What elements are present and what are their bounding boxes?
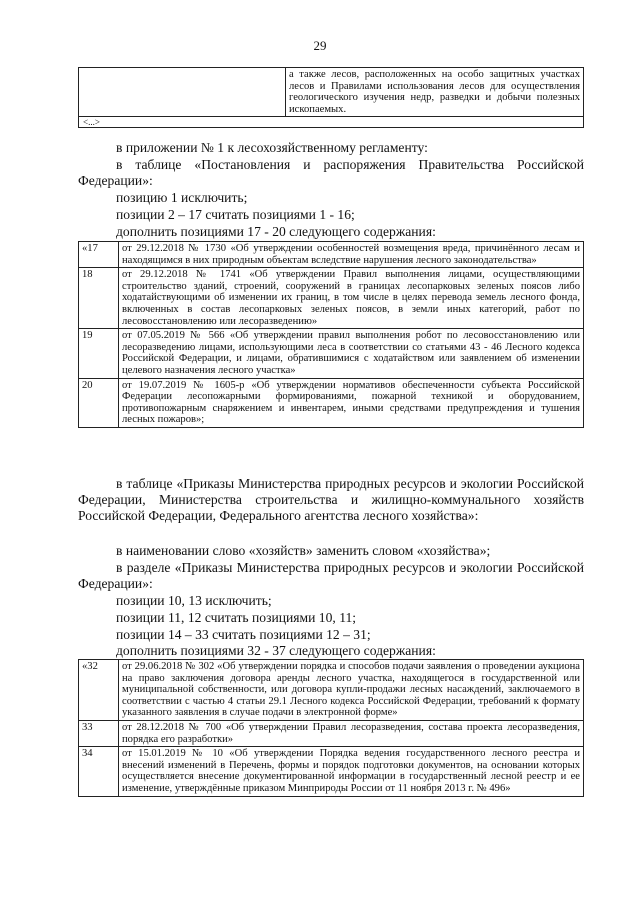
paragraph: в приложении № 1 к лесохозяйственному регламенту: bbox=[116, 140, 428, 155]
paragraph: позиции 14 – 33 считать позициями 12 – 31; bbox=[116, 627, 371, 642]
table-cell-text: а также лесов, расположенных на особо защитных участках лесов и Правилами использования лесов для осуществления геологического изучения недр, разведки и добычи полезных ископаемых. bbox=[286, 68, 584, 117]
page-number: 29 bbox=[313, 38, 327, 53]
position-text: от 28.12.2018 № 700 «Об утверждении Правил лесоразведения, состава проекта лесоразведения, порядка его разработки» bbox=[119, 720, 584, 746]
table-row bbox=[79, 660, 584, 721]
paragraph: позицию 1 исключить; bbox=[116, 190, 248, 205]
paragraph: в таблице «Приказы Министерства природных ресурсов и экологии Российской Федерации, Министерства строительства и жилищно-коммунального хозяйств Российской Федерации, Федерального агентства лесного хозяйства»: bbox=[78, 476, 584, 523]
positions-table-1 bbox=[78, 241, 584, 428]
position-number: 34 bbox=[79, 747, 119, 796]
positions-table-2 bbox=[78, 659, 584, 797]
position-number: «17 bbox=[79, 242, 119, 268]
table-row bbox=[79, 329, 584, 378]
table-row bbox=[79, 242, 584, 268]
position-text: от 29.12.2018 № 1730 «Об утверждении особенностей возмещения вреда, причинённого лесам и находящимся в них природным объектам вследствие нарушения лесного законодательства» bbox=[119, 242, 584, 268]
table-row bbox=[79, 268, 584, 329]
paragraph: позиции 10, 13 исключить; bbox=[116, 593, 272, 608]
position-text: от 07.05.2019 № 566 «Об утверждении правил выполнения робот по лесовосстановлению или лесоразведению лицами, использующими леса в соответствии со статьями 43 - 46 Лесного кодекса Российской Федерации, и лицами, обратившимися с ходатайством или заявлением об изменении целевого назначения лесного участка» bbox=[119, 329, 584, 378]
position-number: 33 bbox=[79, 720, 119, 746]
omission-marker: <...> bbox=[79, 117, 584, 128]
position-number: 20 bbox=[79, 378, 119, 427]
paragraph: в разделе «Приказы Министерства природных ресурсов и экологии Российской Федерации»: bbox=[78, 560, 584, 591]
paragraph: дополнить позициями 17 - 20 следующего содержания: bbox=[116, 224, 436, 239]
table-row bbox=[79, 747, 584, 796]
table-row bbox=[79, 720, 584, 746]
paragraph: позиции 11, 12 считать позициями 10, 11; bbox=[116, 610, 357, 625]
position-text: от 29.06.2018 № 302 «Об утверждении порядка и способов подачи заявления о проведении аукциона на право заключения договора аренды лесного участка, находящегося в государственной или муниципальной собственности, или договора купли-продажи лесных насаждений, заключаемого в соответствии с частью 4 статьи 29.1 Лесного кодекса Российской Федерации, требований к формату указанного заявления в случае подачи в электронной форме» bbox=[119, 660, 584, 721]
position-number: «32 bbox=[79, 660, 119, 721]
position-number: 19 bbox=[79, 329, 119, 378]
paragraph: в наименовании слово «хозяйств» заменить словом «хозяйства»; bbox=[116, 543, 491, 558]
continued-table bbox=[78, 67, 584, 128]
paragraph: позиции 2 – 17 считать позициями 1 - 16; bbox=[116, 207, 355, 222]
table-row bbox=[79, 378, 584, 427]
paragraph: дополнить позициями 32 - 37 следующего содержания: bbox=[116, 643, 436, 658]
paragraph: в таблице «Постановления и распоряжения Правительства Российской Федерации»: bbox=[78, 157, 584, 188]
empty-cell bbox=[79, 68, 286, 117]
position-text: от 15.01.2019 № 10 «Об утверждении Порядка ведения государственного лесного реестра и внесений изменений в Перечень, формы и порядок подготовки документов, на основании которых осуществляется внесение документированной информации в государственный лесной реестр и ее изменение, утверждённые приказом Минприроды России от 11 ноября 2013 г. № 496» bbox=[119, 747, 584, 796]
position-number: 18 bbox=[79, 268, 119, 329]
position-text: от 19.07.2019 № 1605-р «Об утверждении нормативов обеспеченности субъекта Российской Федерации лесопожарными формированиями, пожарной техникой и оборудованием, противопожарным снаряжением и инвентарем, иными средствами предупреждения и тушения лесных пожаров»; bbox=[119, 378, 584, 427]
position-text: от 29.12.2018 № 1741 «Об утверждении Правил выполнения лицами, осуществляющими строительство зданий, строений, сооружений в границах лесопарковых зеленых поясов либо ходатайствующими об изменении их границ, в том числе в целях перевода земель лесного фонда, включенных в состав лесопарковых зеленых поясов, в земли иных категорий, работ по лесовосстановлению или лесоразведению» bbox=[119, 268, 584, 329]
